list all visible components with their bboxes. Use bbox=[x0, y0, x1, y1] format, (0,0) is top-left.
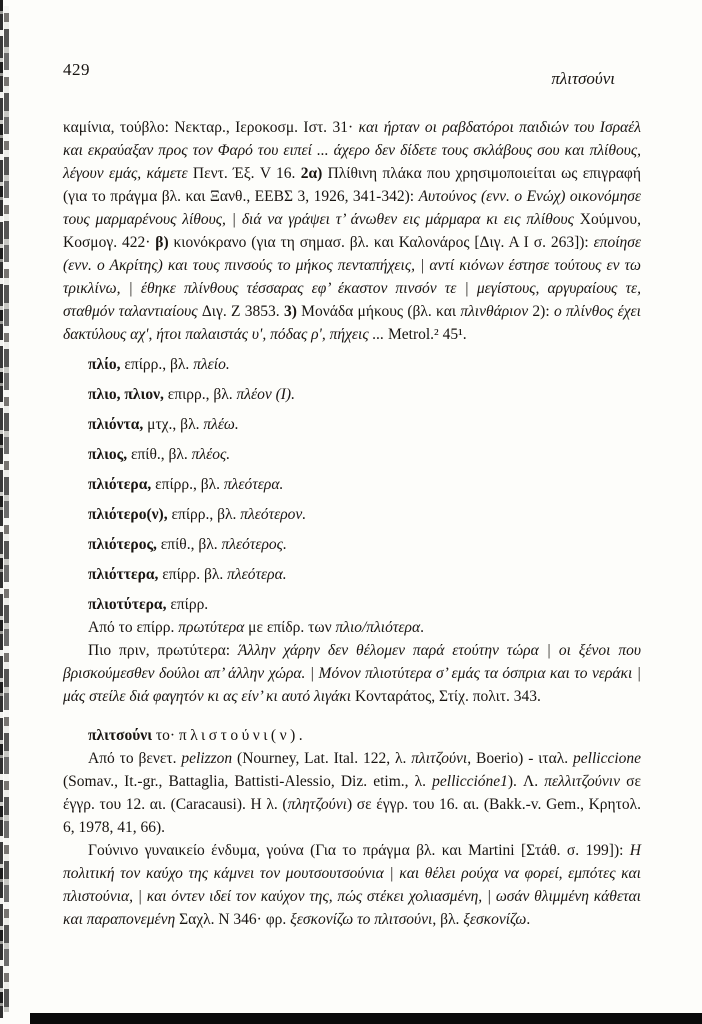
text-run: , Boerio) - ιταλ. bbox=[467, 750, 574, 767]
text-run: καμίνια, τούβλο: Νεκταρ., Ιεροκοσμ. Ιστ. 31· bbox=[63, 119, 359, 136]
text-run: Η πολιτική τον καύχο της κάμνει τον μουτσουτσούνια | και θέλει ρούχα να φορεί, εμπότες και πλιστούνια, | και όντεν ιδεί τον καύχον της, πώς στέκει χολιασμένη, | ωσάν θλιμμένη κάθεται και παραπονεμένη bbox=[63, 842, 641, 928]
text-run: ο πλίνθος έχει δακτύλους αχ', ήτοι παλαιστάς υ', πόδας ρ', πήχεις ... bbox=[63, 303, 641, 343]
text-run: σε έγγρ. του 12. αι. (Caracausi). Η λ. ( bbox=[63, 773, 641, 813]
text-run: πλιτζούνι bbox=[411, 750, 468, 767]
headword: πλιόττερα, bbox=[88, 566, 159, 583]
scan-edge-artifact bbox=[4, 6, 9, 1012]
text-run: εποίησε (ενν. ο Ακρίτης) και τους πινσούς το μήκος πενταπήχεις, | αντί κιόνων έστησε τούτους εν τω τρικλίνω, | έθηκε πλίνθους τέσσαρας εφ’ έκαστον πινσόν τε | μεγίστους, αργυραίους τε, σταθμόν ταλαντιαίους bbox=[63, 234, 641, 320]
dictionary-entry bbox=[63, 724, 641, 747]
text-run: pelliccione bbox=[573, 750, 642, 767]
text-run: πλεότερον. bbox=[240, 506, 307, 523]
page-number: 429 bbox=[63, 60, 90, 79]
text-run: Μονάδα μήκους (βλ. και bbox=[301, 303, 461, 320]
text-run: επίρρ. bbox=[166, 596, 209, 613]
text-run: Πλίθινη πλάκα που χρησιμοποιείται ως επιγραφή (για το πράγμα βλ. και Ξανθ., ΕΕΒΣ 3, 1926, 341-342): bbox=[63, 165, 641, 205]
headword: πλιόντα, bbox=[88, 416, 144, 433]
text-run: 2): bbox=[528, 303, 554, 320]
text-run: πλέος. bbox=[191, 446, 231, 463]
text-run: πλιο/πλιότερα bbox=[335, 619, 421, 636]
text-run: πλέον (Ι). bbox=[236, 386, 295, 403]
headword: β) bbox=[155, 234, 174, 251]
text-run: Άλλην χάρην δεν θέλομεν παρά ετούτην τώρα | οι ξένοι που βρισκούμεσθεν δούλοι απ’ άλλην χώρα. | Μόνον πλιοτύτερα σ’ εμάς τα όσπρια και το νεράκι | μάς στείλε διά φαγητόν κι ας είν’ κι αυτό λιγάκι bbox=[63, 642, 641, 705]
dictionary-entry bbox=[63, 383, 641, 406]
text-run: Metrol.² 45¹. bbox=[387, 326, 467, 343]
text-run: πρωτύτερα bbox=[178, 619, 245, 636]
headword: πλιότερα, bbox=[88, 476, 152, 493]
text-run: επίρρ., βλ. bbox=[151, 476, 224, 493]
dictionary-entry bbox=[63, 353, 641, 376]
headword: πλιοτύτερα, bbox=[88, 596, 167, 613]
paragraph bbox=[63, 639, 641, 708]
text-run: πλεότερα. bbox=[227, 566, 287, 583]
paragraph bbox=[63, 747, 641, 839]
page-content bbox=[63, 60, 641, 931]
headword: πλίο, bbox=[88, 356, 121, 373]
dictionary-entry bbox=[63, 593, 641, 616]
text-run: επιρρ., βλ. bbox=[163, 386, 237, 403]
headword: πλιο, πλιον, bbox=[88, 386, 164, 403]
text-run: Αυτούνος (ενν. ο Ενώχ) οικονόμησε τους μαρμαρένους λίθους, | διά να γράψει τ’ άνωθεν εις μάρμαρα κι εις πλίθους bbox=[63, 188, 642, 228]
dictionary-entry bbox=[63, 533, 641, 556]
text-run: ξεσκονίζω bbox=[463, 911, 527, 928]
text-run: Διγ. Ζ 3853. bbox=[201, 303, 284, 320]
headword: πλιότερο(ν), bbox=[88, 506, 168, 523]
text-run: με επίδρ. των bbox=[244, 619, 336, 636]
text-run: πλητζούνι bbox=[287, 796, 347, 813]
text-run: επίρρ., βλ. bbox=[120, 356, 194, 373]
scan-edge-artifact bbox=[0, 0, 3, 1018]
headword: 2α) bbox=[300, 165, 328, 182]
text-run: και ήρταν οι ραβδατόροι παιδιών του Ισραέλ και εκραύαξαν προς τον Φαρό του ειπεί ... άχερο δεν δίδετε τους σκλάβους σου και πλίθους, λέγουν εμάς, κάμετε bbox=[63, 119, 642, 182]
headword: 3) bbox=[283, 303, 302, 320]
headword: πλιότερος, bbox=[88, 536, 157, 553]
headword: πλιος, bbox=[88, 446, 128, 463]
text-run: Κονταράτος, Στίχ. πολιτ. 343. bbox=[354, 688, 541, 705]
page-body bbox=[63, 116, 641, 931]
text-run: πλεότερος. bbox=[221, 536, 287, 553]
text-run: Γούνινο γυναικείο ένδυμα, γούνα (Για το πράγμα βλ. και Martini [Στάθ. σ. 199]): bbox=[88, 842, 630, 859]
text-run: πλιστούνι(ν) bbox=[178, 727, 299, 744]
dictionary-entry bbox=[63, 563, 641, 586]
text-run: πλεότερα. bbox=[223, 476, 284, 493]
headword: πλιτσούνι bbox=[88, 727, 153, 744]
text-run: επίρρ. βλ. bbox=[158, 566, 228, 583]
text-run: πλείο. bbox=[193, 356, 230, 373]
text-run: . bbox=[298, 727, 303, 744]
paragraph bbox=[63, 116, 641, 346]
dictionary-entry bbox=[63, 473, 641, 496]
text-run: επίρρ., βλ. bbox=[167, 506, 241, 523]
text-run: (Somav., It.-gr., Battaglia, Battisti-Alessio, Diz. etim., λ. bbox=[63, 773, 433, 790]
text-run: Πεντ. Έξ. V 16. bbox=[192, 165, 301, 182]
text-run: Πιο πριν, πρωτύτερα: bbox=[88, 642, 239, 659]
text-run: πελλιτζούνιν bbox=[544, 773, 620, 790]
text-run: . bbox=[526, 911, 531, 928]
text-run: επίθ., βλ. bbox=[156, 536, 222, 553]
text-run: Χούμνου, Κοσμογ. 422· bbox=[63, 211, 641, 251]
text-run: ) σε έγγρ. του 16. αι. (Bakk.-v. Gem., Κρητολ. 6, 1978, 41, 66). bbox=[63, 796, 641, 836]
scan-bottom-artifact bbox=[30, 1013, 702, 1024]
text-run: πλέω. bbox=[203, 416, 239, 433]
dictionary-entry bbox=[63, 503, 641, 526]
text-run: Από το βενετ. bbox=[88, 750, 182, 767]
text-run: , βλ. bbox=[432, 911, 464, 928]
text-run: . bbox=[420, 619, 424, 636]
text-run: ). Λ. bbox=[507, 773, 545, 790]
text-run: pelliccióne1 bbox=[432, 773, 508, 790]
text-run: (Nourney, Lat. Ital. 122, λ. bbox=[232, 750, 412, 767]
text-run: μτχ., βλ. bbox=[143, 416, 204, 433]
text-run: το· bbox=[152, 727, 179, 744]
dictionary-entry bbox=[63, 443, 641, 466]
text-run: pelizzon bbox=[181, 750, 233, 767]
text-run: επίθ., βλ. bbox=[127, 446, 192, 463]
running-head: πλιτσούνι bbox=[551, 69, 615, 88]
page-header bbox=[63, 60, 641, 89]
text-run: Σαχλ. Ν 346· φρ. bbox=[179, 911, 291, 928]
text-run: Από το επίρρ. bbox=[88, 619, 179, 636]
text-run: κιονόκρανο (για τη σημασ. βλ. και Καλονάρος [Διγ. Α Ι σ. 263]): bbox=[173, 234, 594, 251]
text-run: ξεσκονίζω το πλιτσούνι bbox=[290, 911, 433, 928]
paragraph bbox=[63, 839, 641, 931]
dictionary-entry bbox=[63, 413, 641, 436]
paragraph bbox=[63, 616, 641, 639]
text-run: πλινθάριον bbox=[460, 303, 529, 320]
